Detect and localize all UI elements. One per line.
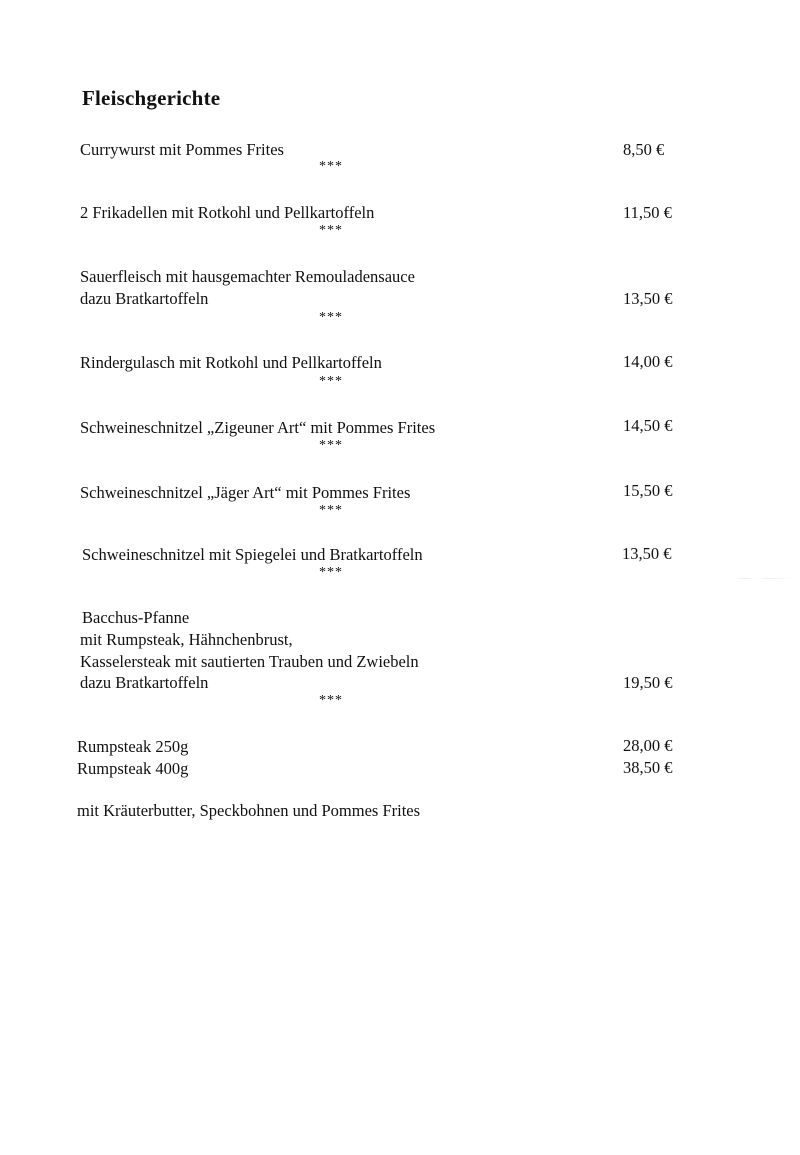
menu-item-7-price: 19,50 € [623, 673, 673, 692]
separator-5: *** [319, 503, 343, 518]
menu-item-2-price: 13,50 € [623, 289, 673, 308]
scan-artifact [733, 578, 793, 579]
menu-item-2-line-1: dazu Bratkartoffeln [80, 289, 209, 308]
separator-0: *** [319, 159, 343, 174]
separator-3: *** [319, 374, 343, 389]
menu-item-5-name: Schweineschnitzel „Jäger Art“ mit Pommes Frites [80, 483, 411, 502]
steak-1-name: Rumpsteak 400g [77, 759, 189, 778]
menu-item-7-line-0: Bacchus-Pfanne [82, 608, 190, 627]
section-title: Fleischgerichte [82, 86, 221, 110]
menu-item-4-name: Schweineschnitzel „Zigeuner Art“ mit Pommes Frites [80, 418, 436, 437]
menu-item-1-name: 2 Frikadellen mit Rotkohl und Pellkartoffeln [80, 203, 375, 222]
menu-item-7-line-3: dazu Bratkartoffeln [80, 673, 209, 692]
menu-item-3-price: 14,00 € [623, 352, 673, 371]
menu-item-1-price: 11,50 € [623, 203, 672, 222]
separator-6: *** [319, 565, 343, 580]
menu-item-3-name: Rindergulasch mit Rotkohl und Pellkartoffeln [80, 353, 382, 372]
steak-side-note: mit Kräuterbutter, Speckbohnen und Pommes Frites [77, 801, 421, 820]
menu-item-7-line-2: Kasselersteak mit sautierten Trauben und Zwiebeln [80, 652, 419, 671]
menu-item-2-line-0: Sauerfleisch mit hausgemachter Remouladensauce [80, 267, 415, 286]
separator-4: *** [319, 438, 343, 453]
menu-item-6-name: Schweineschnitzel mit Spiegelei und Bratkartoffeln [82, 545, 423, 564]
menu-item-0-price: 8,50 € [623, 140, 665, 159]
separator-1: *** [319, 223, 343, 238]
steak-0-price: 28,00 € [623, 736, 673, 755]
menu-item-6-price: 13,50 € [622, 544, 672, 563]
steak-0-name: Rumpsteak 250g [77, 737, 189, 756]
separator-7: *** [319, 693, 343, 708]
menu-item-5-price: 15,50 € [623, 481, 673, 500]
steak-1-price: 38,50 € [623, 758, 673, 777]
menu-item-4-price: 14,50 € [623, 416, 673, 435]
menu-item-0-name: Currywurst mit Pommes Frites [80, 140, 284, 159]
menu-item-7-line-1: mit Rumpsteak, Hähnchenbrust, [80, 630, 293, 649]
separator-2: *** [319, 310, 343, 325]
